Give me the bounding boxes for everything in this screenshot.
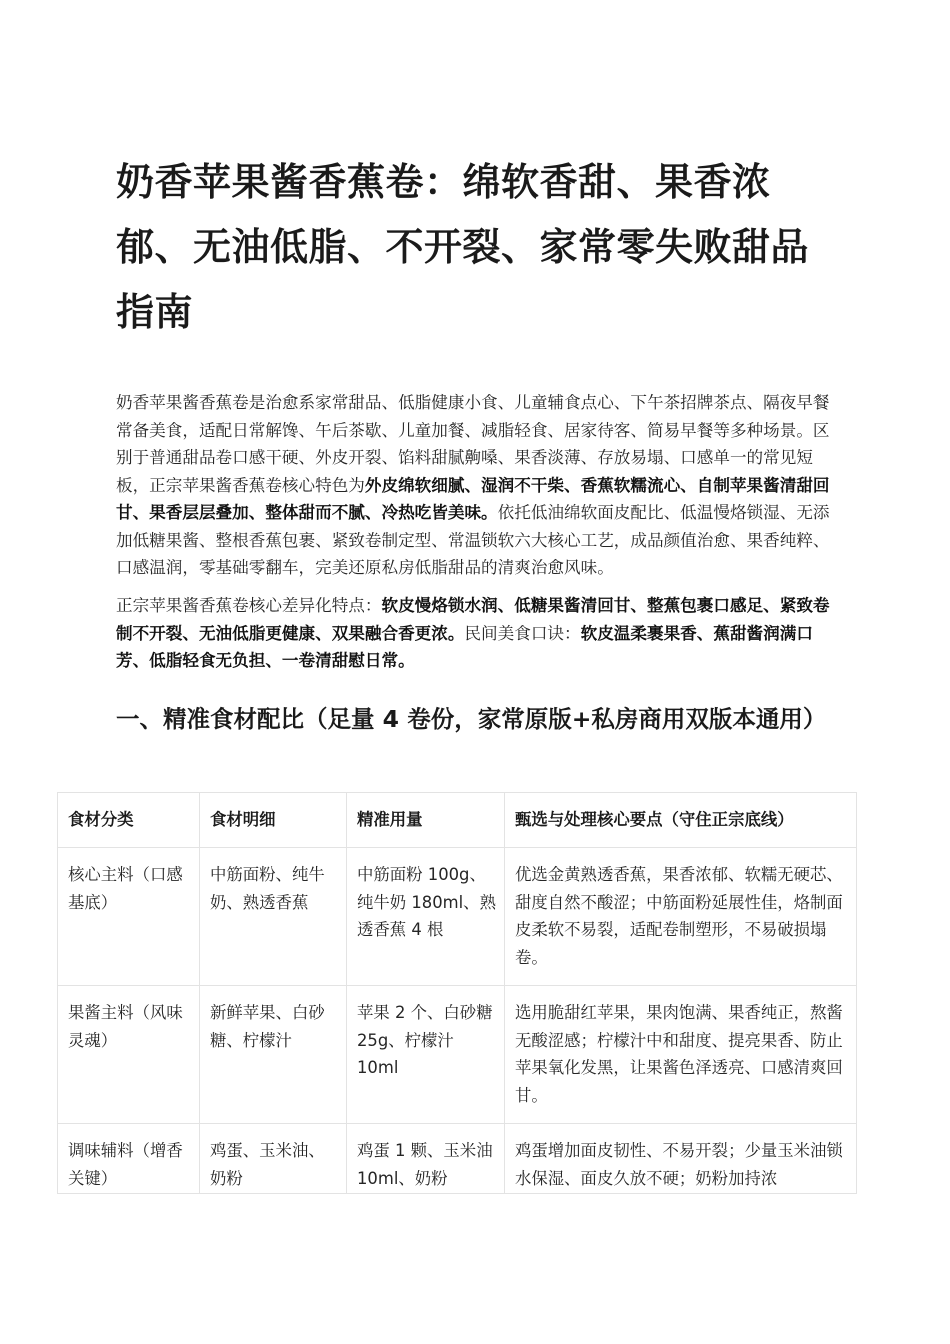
intro-paragraph-1 [116, 389, 840, 582]
table-cell-notes: 鸡蛋增加面皮韧性、不易开裂；少量玉米油锁水保湿、面皮久放不硬；奶粉加持浓 [505, 1124, 857, 1194]
intro-p1-tail: 依托低油绵软面皮配比、低温慢烙锁湿、无添加低糖果酱、整根香蕉包裹、紧致卷制定型、常温锁软六大核心工艺，成品颜值治愈、果香纯粹、口感温润，零基础零翻车，完美还原私房低脂甜品的清爽治愈风味。 [116, 503, 830, 577]
intro-p1-highlight: 外皮绵软细腻、湿润不干柴、香蕉软糯流心、自制苹果酱清甜回甘、果香层层叠加、整体甜而不腻、冷热吃皆美味。 [116, 475, 830, 522]
intro-paragraph-2 [116, 592, 840, 675]
table-cell-items: 中筋面粉、纯牛奶、熟透香蕉 [200, 848, 347, 986]
intro-p2-highlight-2: 软皮温柔裹果香、蕉甜酱润满口芳、低脂轻食无负担、一卷清甜慰日常。 [116, 623, 813, 670]
table-cell-category: 核心主料（口感基底） [58, 848, 200, 986]
section-heading-ingredients: 一、精准食材配比（足量 4 卷份，家常原版+私房商用双版本通用） [116, 705, 827, 733]
ingredients-table [57, 792, 857, 1194]
table-cell-amount: 鸡蛋 1 颗、玉米油 10ml、奶粉 [347, 1124, 505, 1194]
table-cell-amount: 苹果 2 个、白砂糖 25g、柠檬汁 10ml [347, 986, 505, 1124]
table-header-notes: 甄选与处理核心要点（守住正宗底线） [505, 793, 857, 848]
intro-p2-highlight-1: 软皮慢烙锁水润、低糖果酱清回甘、整蕉包裹口感足、紧致卷制不开裂、无油低脂更健康、双果融合香更浓。 [116, 596, 830, 643]
table-row [58, 848, 857, 986]
table-cell-category: 调味辅料（增香关键） [58, 1124, 200, 1194]
table-cell-notes: 优选金黄熟透香蕉，果香浓郁、软糯无硬芯、甜度自然不酸涩；中筋面粉延展性佳，烙制面皮柔软不易裂，适配卷制塑形，不易破损塌卷。 [505, 848, 857, 986]
table-header-amount: 精准用量 [347, 793, 505, 848]
table-header-row [58, 793, 857, 848]
intro-p2-lead: 正宗苹果酱香蕉卷核心差异化特点： [116, 596, 382, 615]
table-cell-amount: 中筋面粉 100g、纯牛奶 180ml、熟透香蕉 4 根 [347, 848, 505, 986]
table-header-category: 食材分类 [58, 793, 200, 848]
table-row [58, 1124, 857, 1194]
table-header-items: 食材明细 [200, 793, 347, 848]
page-title: 奶香苹果酱香蕉卷：绵软香甜、果香浓郁、无油低脂、不开裂、家常零失败甜品指南 [116, 160, 810, 334]
table-cell-notes: 选用脆甜红苹果，果肉饱满、果香纯正，熬酱无酸涩感；柠檬汁中和甜度、提亮果香、防止苹果氧化发黑，让果酱色泽透亮、口感清爽回甘。 [505, 986, 857, 1124]
table-cell-items: 鸡蛋、玉米油、奶粉 [200, 1124, 347, 1194]
table-row [58, 986, 857, 1124]
table-cell-items: 新鲜苹果、白砂糖、柠檬汁 [200, 986, 347, 1124]
table-cell-category: 果酱主料（风味灵魂） [58, 986, 200, 1124]
intro-p2-mid: 民间美食口诀： [464, 623, 581, 643]
intro-p1-text: 奶香苹果酱香蕉卷是治愈系家常甜品、低脂健康小食、儿童辅食点心、下午茶招牌茶点、隔夜早餐常备美食，适配日常解馋、午后茶歇、儿童加餐、减脂轻食、居家待客、简易早餐等多种场景。区别于普通甜品卷口感干硬、外皮开裂、馅料甜腻齁嗓、果香淡薄、存放易塌、口感单一的常见短板，正宗苹果酱香蕉卷核心特色为 [116, 393, 830, 495]
